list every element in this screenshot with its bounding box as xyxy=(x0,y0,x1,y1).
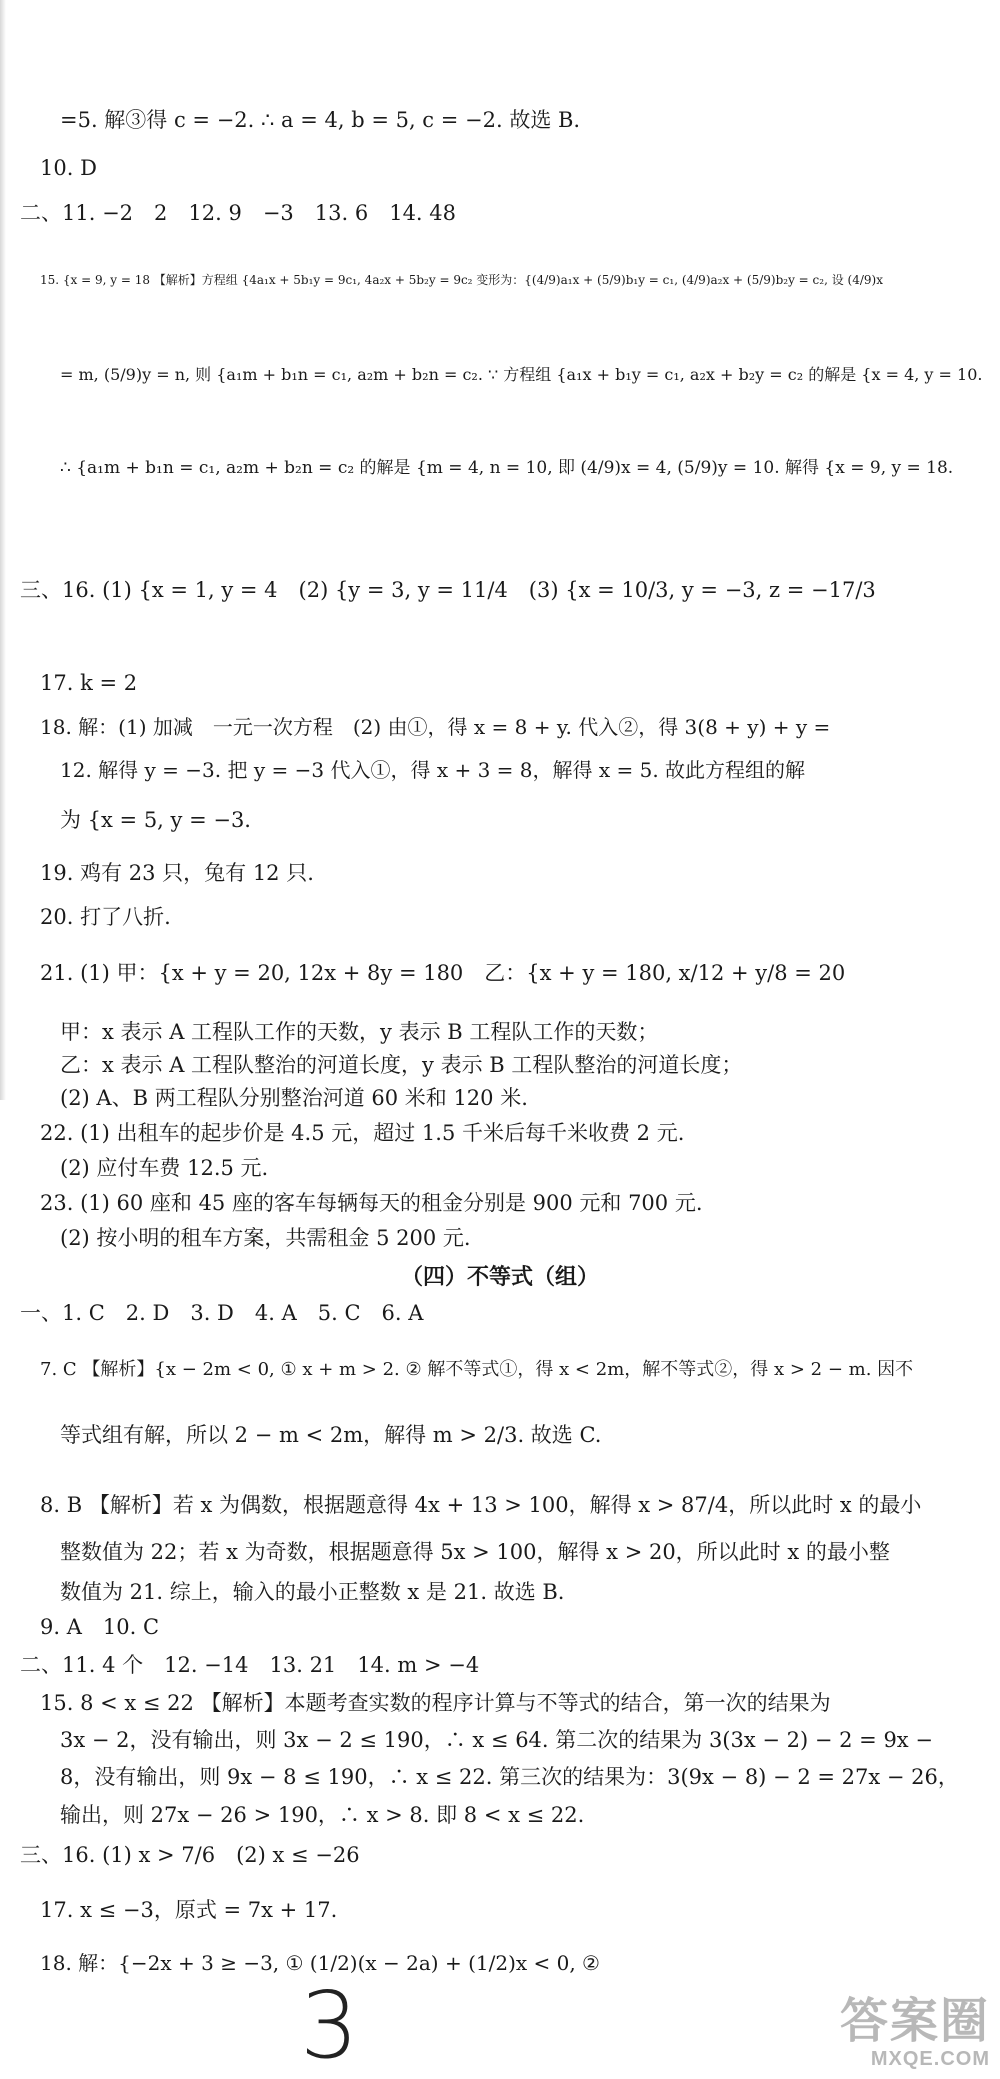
text-line: (2) 按小明的租车方案，共需租金 5 200 元. xyxy=(60,1226,471,1250)
text-line: 三、16. (1) x > 7/6 (2) x ≤ −26 xyxy=(20,1843,360,1867)
text-line: (2) 应付车费 12.5 元. xyxy=(60,1156,269,1180)
text-line: 一、1. C 2. D 3. D 4. A 5. C 6. A xyxy=(20,1301,424,1325)
text-line: 整数值为 22；若 x 为奇数，根据题意得 5x > 100，解得 x > 20，所以此时 x 的最小整 xyxy=(60,1540,890,1564)
text-line: 输出，则 27x − 26 > 190，∴ x > 8. 即 8 < x ≤ 22. xyxy=(60,1803,585,1827)
watermark-text: 答案圈 xyxy=(839,1995,990,2048)
text-line: (2) A、B 两工程队分别整治河道 60 米和 120 米. xyxy=(60,1086,528,1110)
text-line: 21. (1) 甲：{x + y = 20, 12x + 8y = 180 乙：{x + y = 180, x/12 + y/8 = 20 xyxy=(40,961,846,985)
text-line: 20. 打了八折. xyxy=(40,905,171,929)
text-line: 7. C 【解析】{x − 2m < 0, ① x + m > 2. ② 解不等式①，得 x < 2m，解不等式②，得 x > 2 − m. 因不 xyxy=(40,1359,914,1380)
text-line: ∴ {a₁m + b₁n = c₁, a₂m + b₂n = c₂ 的解是 {m = 4, n = 10, 即 (4/9)x = 4, (5/9)y = 10. 解得 {x = 9, y = 18. xyxy=(60,458,954,478)
text-line: 15. {x = 9, y = 18 【解析】方程组 {4a₁x + 5b₁y = 9c₁, 4a₂x + 5b₂y = 9c₂ 变形为：{(4/9)a₁x + (5/9)b₁y = c₁, (4/9)a₂x + (5/9)b₂y = c₂, 设 (4/9)x xyxy=(40,273,883,287)
text-line: 三、16. (1) {x = 1, y = 4 (2) {y = 3, y = 11/4 (3) {x = 10/3, y = −3, z = −17/3 xyxy=(20,578,876,602)
text-line: =5. 解③得 c = −2. ∴ a = 4, b = 5, c = −2. 故选 B. xyxy=(60,108,581,132)
page-number: 3 xyxy=(300,1972,359,2079)
text-line: 3x − 2，没有输出，则 3x − 2 ≤ 190，∴ x ≤ 64. 第二次的结果为 3(3x − 2) − 2 = 9x − xyxy=(60,1728,933,1752)
text-line: 17. k = 2 xyxy=(40,671,138,695)
text-line: 12. 解得 y = −3. 把 y = −3 代入①，得 x + 3 = 8，解得 x = 5. 故此方程组的解 xyxy=(60,758,806,782)
text-line: 19. 鸡有 23 只，兔有 12 只. xyxy=(40,861,314,885)
text-line: 数值为 21. 综上，输入的最小正整数 x 是 21. 故选 B. xyxy=(60,1580,565,1604)
section-title: （四）不等式（组） xyxy=(400,1264,599,1290)
text-line: 甲：x 表示 A 工程队工作的天数，y 表示 B 工程队工作的天数； xyxy=(60,1020,659,1044)
text-line: 为 {x = 5, y = −3. xyxy=(60,808,251,832)
text-line: 23. (1) 60 座和 45 座的客车每辆每天的租金分别是 900 元和 700 元. xyxy=(40,1191,703,1215)
text-line: 10. D xyxy=(40,156,97,180)
watermark-url: MXQE.COM xyxy=(870,2048,990,2070)
text-line: 18. 解：{−2x + 3 ≥ −3, ① (1/2)(x − 2a) + (1/2)x < 0, ② xyxy=(40,1951,600,1975)
text-line: 乙：x 表示 A 工程队整治的河道长度，y 表示 B 工程队整治的河道长度； xyxy=(60,1053,743,1077)
text-line: 二、11. 4 个 12. −14 13. 21 14. m > −4 xyxy=(20,1653,480,1677)
text-line: 二、11. −2 2 12. 9 −3 13. 6 14. 48 xyxy=(20,201,457,225)
text-line: 等式组有解，所以 2 − m < 2m，解得 m > 2/3. 故选 C. xyxy=(60,1423,602,1447)
text-line: 18. 解：(1) 加减 一元一次方程 (2) 由①，得 x = 8 + y. 代入②，得 3(8 + y) + y = xyxy=(40,715,831,739)
text-line: 22. (1) 出租车的起步价是 4.5 元，超过 1.5 千米后每千米收费 2 元. xyxy=(40,1121,685,1145)
watermark xyxy=(840,1996,990,2071)
text-line: 9. A 10. C xyxy=(40,1615,160,1639)
text-line: 8，没有输出，则 9x − 8 ≤ 190，∴ x ≤ 22. 第三次的结果为：3(9x − 8) − 2 = 27x − 26， xyxy=(60,1765,959,1789)
text-line: 17. x ≤ −3，原式 = 7x + 17. xyxy=(40,1898,338,1922)
text-line: 15. 8 < x ≤ 22 【解析】本题考查实数的程序计算与不等式的结合，第一次的结果为 xyxy=(40,1691,831,1715)
text-line: 8. B 【解析】若 x 为偶数，根据题意得 4x + 13 > 100，解得 x > 87/4，所以此时 x 的最小 xyxy=(40,1493,922,1517)
scan-edge xyxy=(0,0,6,1100)
text-line: = m, (5/9)y = n, 则 {a₁m + b₁n = c₁, a₂m + b₂n = c₂. ∵ 方程组 {a₁x + b₁y = c₁, a₂x + b₂y = c₂ 的解是 {x = 4, y = 10. xyxy=(60,365,983,384)
